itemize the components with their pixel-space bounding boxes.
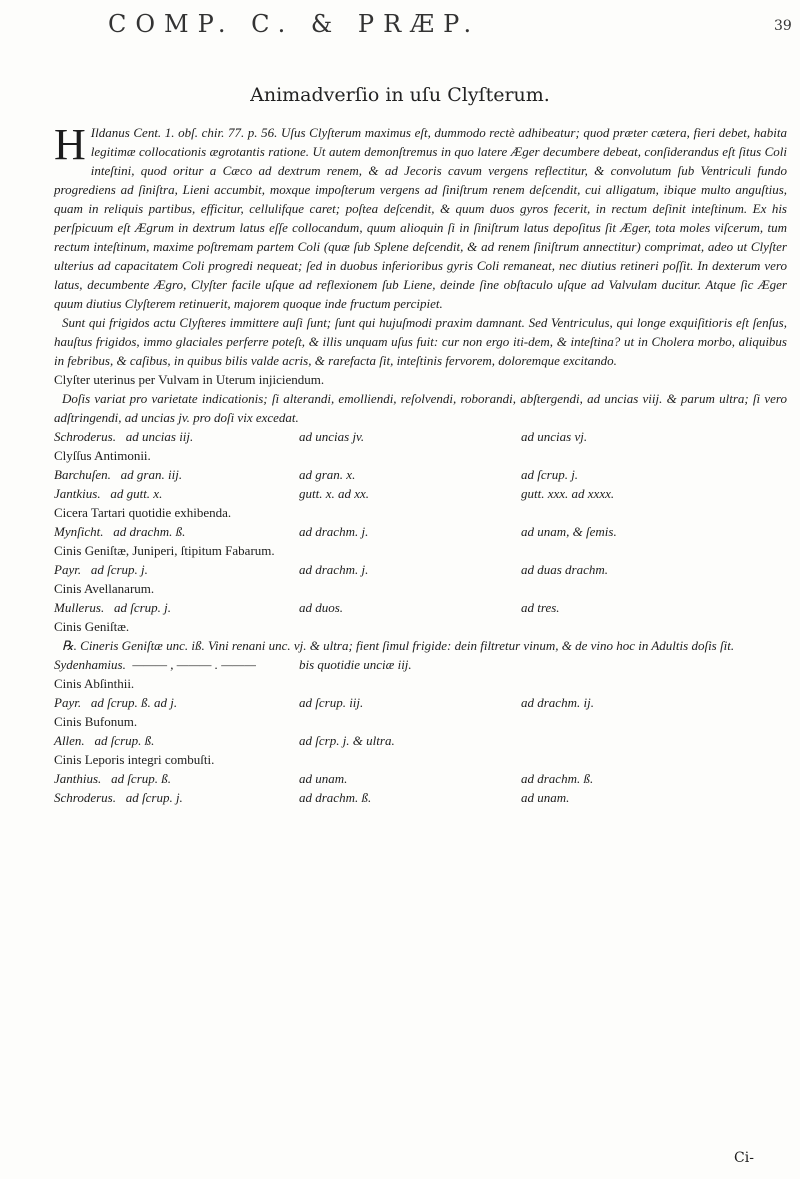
row-dose-3: ad unam. xyxy=(521,790,570,805)
row-author: Sydenhamius. ——— , ——— . ——— xyxy=(54,657,256,672)
row-dose-3: gutt. xxx. ad xxxx. xyxy=(521,486,615,501)
row-dose-3: ad drachm. ß. xyxy=(521,771,594,786)
running-head: COMP. C. & PRÆP. xyxy=(108,10,481,38)
dose-row-schroderus xyxy=(54,427,787,446)
section-title: Animadverſio in uſu Clyſterum. xyxy=(250,84,550,106)
row-dose-3 xyxy=(521,655,787,674)
running-header xyxy=(0,8,800,42)
remedy-title: Cinis Geniſtæ, Juniperi, ſtipitum Fabarum. xyxy=(54,543,275,558)
row-dose-3: ad ſcrup. j. xyxy=(521,467,579,482)
clyster-heading: Clyſter uterinus per Vulvam in Uterum injiciendum. xyxy=(54,372,325,387)
paragraph-frigidi: Sunt qui frigidos actu Clyſteres immittere auſi ſunt; ſunt qui hujuſmodi praxim damnant. Sed Ventriculus, qui longe exquiſitioris eſt ſenſus, hauſtus frigidos, immo glaciales perferre poteſt, & illis unquam uſus fuit: cur non ergo iti-dem, & inteſtina? ut in Cholera morbo, aliquibus in febribus, & caſibus, in quibus bilis valde acris, & rarefacta ſit, inteſtinis fervorem, doloremque excitando. xyxy=(54,315,787,368)
dose-row xyxy=(54,465,787,484)
row-author: Payr. ad ſcrup. ß. ad j. xyxy=(54,695,178,710)
remedy-title: Cinis Bufonum. xyxy=(54,714,138,729)
row-dose-2: ad unam. xyxy=(299,771,348,786)
dose-row xyxy=(54,598,787,617)
row-author: Allen. ad ſcrup. ß. xyxy=(54,733,155,748)
dose-row-sydenham xyxy=(54,655,787,674)
remedy-title: Cinis Geniſtæ. xyxy=(54,619,130,634)
row-dose-3 xyxy=(521,731,787,750)
dosis-paragraph: Doſis variat pro varietate indicationis; ſi alterandi, emolliendi, reſolvendi, roborandi, abſtergendi, ad uncias viij. & parum ultra; ſi vero adſtringendi, ad uncias jv. pro doſi vix excedat. xyxy=(54,391,787,425)
row-author: Schroderus. ad uncias iij. xyxy=(54,429,194,444)
row-dose-3: ad unam, & ſemis. xyxy=(521,524,617,539)
page-body xyxy=(54,120,787,807)
remedy-title: Cinis Leporis integri combuſti. xyxy=(54,752,215,767)
intro-paragraph xyxy=(54,120,787,313)
recipe-paragraph: ℞. Cineris Geniſtæ unc. iß. Vini renani unc. vj. & ultra; fient ſimul frigide: dein filtretur vinum, & de vino hoc in Adultis doſis ſit. xyxy=(62,638,735,653)
dose-row xyxy=(54,731,787,750)
row-author: Janthius. ad ſcrup. ß. xyxy=(54,771,172,786)
remedy-title: Cinis Abſinthii. xyxy=(54,676,135,691)
dose-row xyxy=(54,693,787,712)
intro-text: Ildanus Cent. 1. obſ. chir. 77. p. 56. Uſus Clyſterum maximus eſt, dummodo rectè adhibeatur; quod præter cætera, fieri debet, habita legitimæ collocationis ægrotantis ratione. Ut autem demonſtremus in quo latere Æger decumbere debeat, conſiderandus eſt ſitus Coli inteſtini, quod oritur a Cæco ad dextrum renem, & ad Jecoris cavum vergens reflectitur, & convolutum ſub Ventriculi fundo progrediens ad ſiniſtra, Lieni accumbit, moxque impoſterum vergens ad ſiniſtrum renem deſcendit, cui alligatum, ibique multo anguſtius, quam in reliquis partibus, efficitur, cellulifque caret; poſtea deſcendit, & quum duos gyros fecerit, in rectum deſinit inteſtinum. Ex his perſpicuum eſt Ægrum in dextrum latus eſſe collocandum, quum alioquin ſi in ſiniſtrum latus depoſitus ſit Æger, tota moles viſcerum, tum rectum inteſtinum, maxime poſtremam partem Coli (quæ ſub Splene deſcendit, & ad renem ſiniſtrum annectitur) comprimat, adeo ut Clyſter ulterius ad capacitatem Coli progredi nequeat; ſed in duobus inferioribus gyris Coli remaneat, nec diutius retineri poſſit. In dexterum vero latus, decumbente Ægro, Clyſter facile uſque ad reflexionem ſub Liene, deinde ſine obſtaculo uſque ad Valvulam ducitur. Atque ſic Æger quum diutius Clyſterem retinuerit, majorem quoque inde fructum percipiet. xyxy=(54,125,787,311)
remedy-title: Clyſſus Antimonii. xyxy=(54,448,151,463)
row-author: Mynſicht. ad drachm. ß. xyxy=(54,524,186,539)
remedy-title: Cinis Avellanarum. xyxy=(54,581,155,596)
row-dose-2: ad drachm. j. xyxy=(299,524,369,539)
row-dose-2: ad uncias jv. xyxy=(299,429,365,444)
row-author: Mullerus. ad ſcrup. j. xyxy=(54,600,172,615)
drop-cap: H xyxy=(54,120,86,169)
row-author: Barchuſen. ad gran. iij. xyxy=(54,467,183,482)
page-number: 39 xyxy=(774,18,792,34)
row-dose-2: ad ſcrup. iij. xyxy=(299,695,364,710)
dose-row xyxy=(54,788,787,807)
remedy-title: Cicera Tartari quotidie exhibenda. xyxy=(54,505,232,520)
row-dose-2: gutt. x. ad xx. xyxy=(299,486,370,501)
dose-row xyxy=(54,484,787,503)
row-dose-2: ad gran. x. xyxy=(299,467,356,482)
dose-row xyxy=(54,560,787,579)
row-dose-3: ad duas drachm. xyxy=(521,562,609,577)
row-author: Schroderus. ad ſcrup. j. xyxy=(54,790,183,805)
row-dose-2: bis quotidie unciæ iij. xyxy=(299,657,412,672)
row-dose-3: ad tres. xyxy=(521,600,560,615)
row-dose-2: ad duos. xyxy=(299,600,344,615)
catchword: Ci- xyxy=(734,1150,754,1166)
row-author: Payr. ad ſcrup. j. xyxy=(54,562,148,577)
dose-row xyxy=(54,769,787,788)
row-dose-2: ad drachm. ß. xyxy=(299,790,372,805)
row-author: Jantkius. ad gutt. x. xyxy=(54,486,163,501)
row-dose-2: ad ſcrp. j. & ultra. xyxy=(299,733,395,748)
dose-row xyxy=(54,522,787,541)
row-dose-3: ad uncias vj. xyxy=(521,429,588,444)
row-dose-3: ad drachm. ij. xyxy=(521,695,594,710)
row-dose-2: ad drachm. j. xyxy=(299,562,369,577)
